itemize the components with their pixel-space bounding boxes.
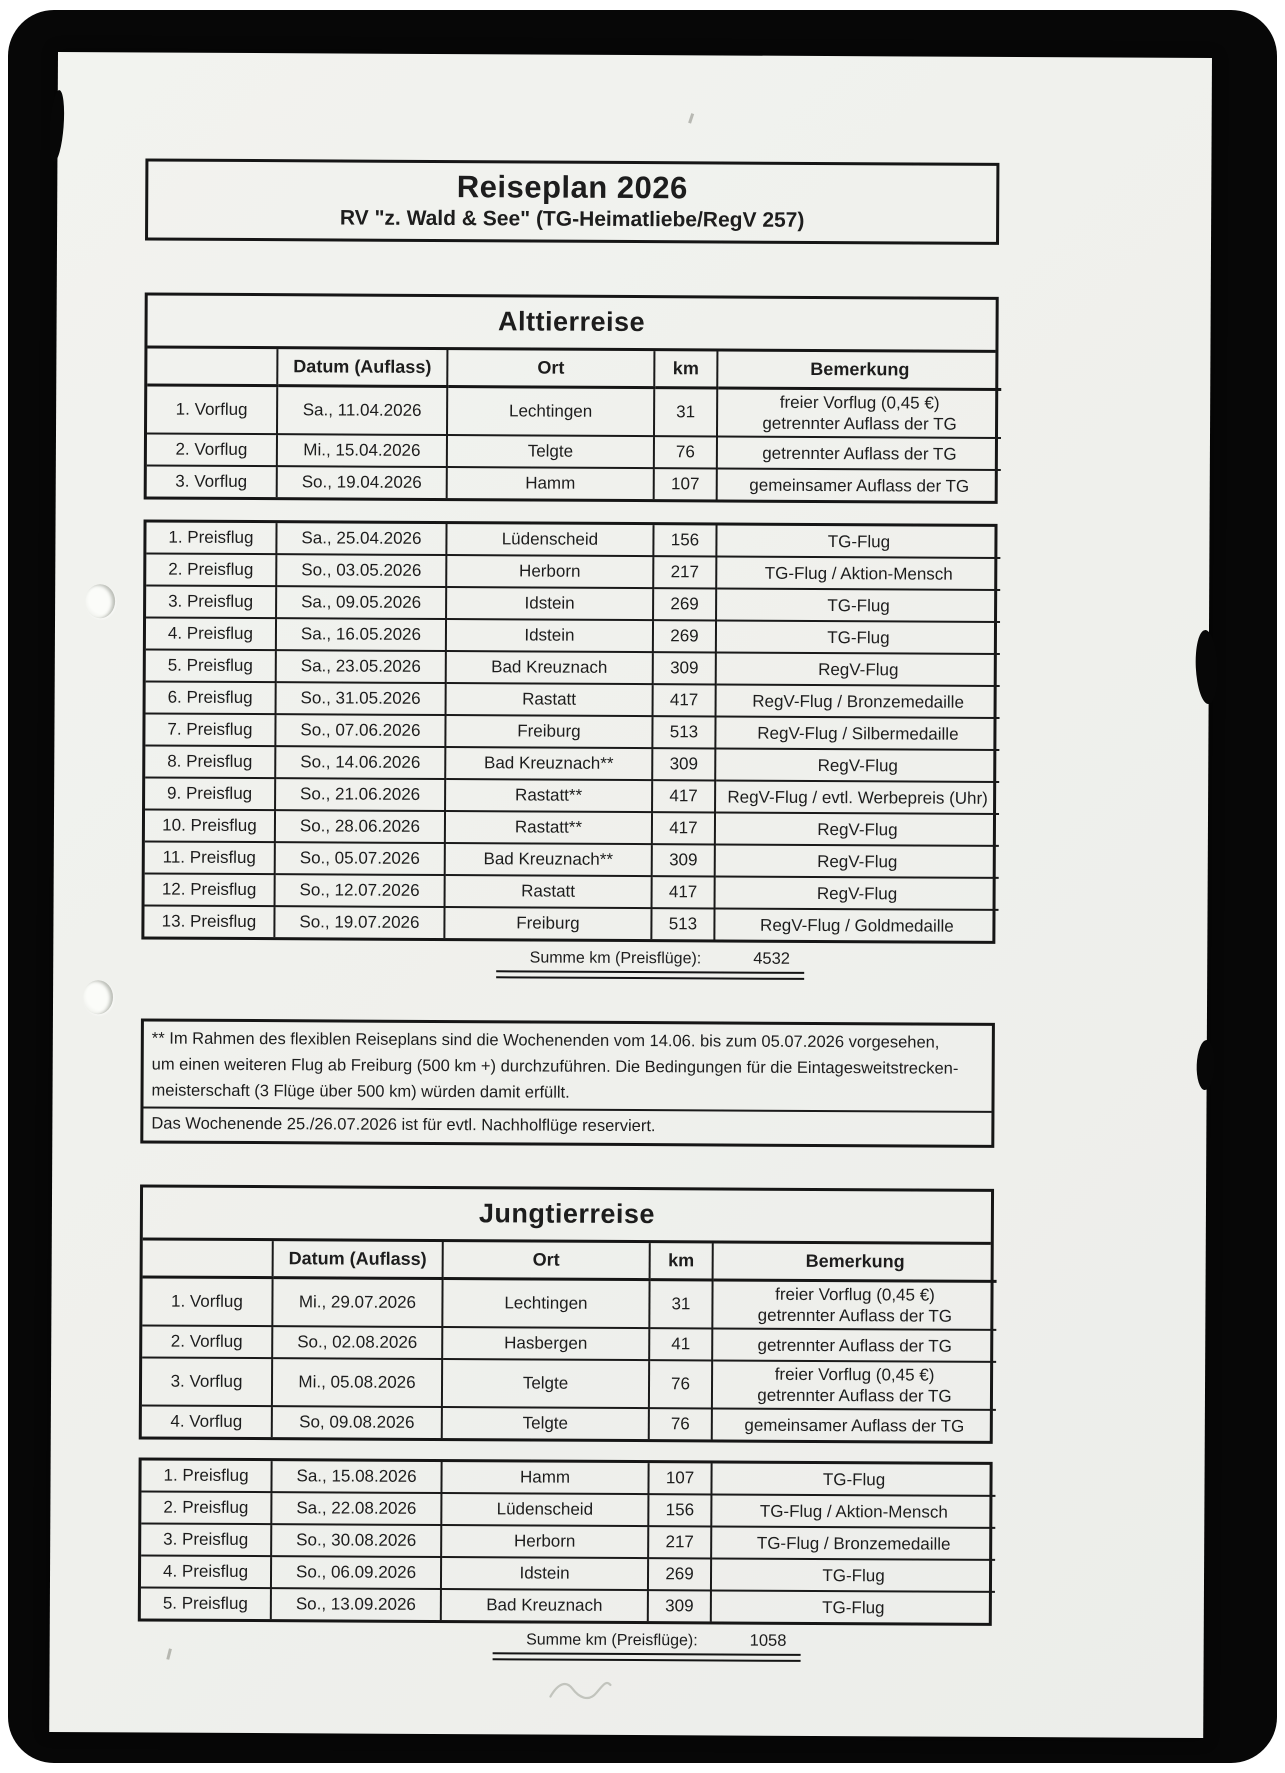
cell-ort: Hasbergen (442, 1327, 649, 1360)
hole-punch (85, 584, 115, 618)
jungtier-title: Jungtierreise (143, 1187, 991, 1244)
cell-bemerkung: TG-Flug / Bronzemedaille (711, 1526, 995, 1559)
cell-flight-label: 3. Preisflug (146, 585, 276, 618)
cell-datum: Mi., 05.08.2026 (272, 1358, 442, 1407)
cell-datum: So., 19.04.2026 (277, 466, 447, 498)
cell-ort: Lüdenscheid (446, 524, 653, 556)
cell-ort: Idstein (446, 587, 653, 620)
col-header-empty (143, 1240, 273, 1277)
cell-flight-label: 3. Preisflug (141, 1523, 271, 1556)
cell-ort: Telgte (442, 1359, 649, 1408)
cell-ort: Lechtingen (447, 387, 654, 437)
cell-ort: Hamm (441, 1462, 648, 1494)
cell-bemerkung: RegV-Flug (715, 812, 999, 845)
cell-flight-label: 4. Preisflug (141, 1555, 271, 1588)
cell-bemerkung: TG-Flug (716, 588, 1000, 621)
note-line: ** Im Rahmen des flexiblen Reiseplans sind die Wochenenden vom 14.06. bis zum 05.07.2026 vorgesehen, (151, 1029, 940, 1052)
cell-ort: Rastatt** (445, 779, 652, 812)
table-row (145, 873, 999, 909)
table-row (141, 1555, 995, 1591)
alttier-preisflug-box (141, 519, 997, 943)
jungtier-preisflug-box (138, 1457, 993, 1625)
cell-km: 417 (652, 780, 715, 812)
cell-flight-label: 5. Preisflug (141, 1587, 271, 1619)
column-header-row (147, 348, 1001, 389)
cell-flight-label: 11. Preisflug (145, 841, 275, 874)
cell-bemerkung: RegV-Flug (716, 652, 1000, 685)
cell-km: 217 (648, 1526, 711, 1558)
cell-bemerkung: RegV-Flug / Bronzemedaille (716, 684, 1000, 717)
cell-bemerkung: RegV-Flug (715, 844, 999, 877)
cell-datum: So., 05.07.2026 (275, 842, 445, 875)
col-header-km: km (650, 1243, 713, 1280)
table-row (147, 433, 1001, 469)
note-main (143, 1021, 991, 1112)
table-row (142, 1277, 996, 1330)
col-header-ort: Ort (447, 350, 654, 388)
cell-km: 41 (649, 1328, 712, 1360)
col-header-empty (147, 348, 277, 385)
cell-ort: Telgte (447, 435, 654, 468)
cell-km: 513 (652, 716, 715, 748)
scan-artifact (688, 113, 694, 123)
cell-km: 269 (653, 588, 716, 620)
cell-ort: Lechtingen (442, 1279, 649, 1329)
cell-km: 76 (654, 436, 717, 468)
col-header-datum: Datum (Auflass) (277, 349, 447, 386)
cell-flight-label: 7. Preisflug (145, 713, 275, 746)
cell-ort: Bad Kreuznach** (445, 843, 652, 876)
table-row (145, 777, 999, 813)
table-row (145, 745, 999, 781)
cell-ort: Hamm (447, 467, 654, 499)
cell-flight-label: 9. Preisflug (145, 777, 275, 810)
cell-flight-label: 3. Vorflug (142, 1357, 272, 1406)
cell-flight-label: 4. Vorflug (142, 1405, 272, 1437)
cell-datum: Sa., 16.05.2026 (276, 618, 446, 651)
note-line: um einen weiteren Flug ab Freiburg (500 km +) durchzuführen. Die Bedingungen für die Eintagesweitstrecken- (151, 1055, 959, 1078)
table-row (147, 385, 1001, 438)
cell-ort: Rastatt** (445, 811, 652, 844)
double-underline (493, 1652, 801, 1662)
col-header-ort: Ort (443, 1242, 650, 1280)
cell-km: 269 (653, 620, 716, 652)
cell-datum: So., 07.06.2026 (275, 714, 445, 747)
alttier-title: Alttierreise (147, 295, 995, 352)
cell-datum: So., 03.05.2026 (276, 554, 446, 587)
cell-bemerkung: getrennter Auflass der TG (717, 436, 1001, 469)
table-row (142, 1325, 996, 1361)
cell-datum: So., 14.06.2026 (275, 746, 445, 779)
note-line: meisterschaft (3 Flüge über 500 km) würden damit erfüllt. (151, 1081, 570, 1102)
cell-km: 107 (654, 468, 717, 499)
cell-km: 417 (652, 812, 715, 844)
cell-datum: So., 12.07.2026 (275, 874, 445, 907)
cell-flight-label: 2. Preisflug (146, 553, 276, 586)
cell-ort: Rastatt (445, 875, 652, 908)
table-row (146, 553, 1000, 589)
col-header-bemerkung: Bemerkung (713, 1243, 997, 1281)
col-header-km: km (654, 351, 717, 388)
cell-datum: Sa., 22.08.2026 (271, 1492, 441, 1525)
summe-label: Summe km (Preisflüge): (526, 1631, 698, 1650)
cell-bemerkung: RegV-Flug / Silbermedaille (715, 716, 999, 749)
alttier-summe-value: 4532 (753, 949, 791, 968)
table-row (145, 713, 999, 749)
cell-datum: So., 13.09.2026 (271, 1588, 441, 1620)
cell-ort: Freiburg (445, 715, 652, 748)
cell-bemerkung: TG-Flug / Aktion-Mensch (711, 1494, 995, 1527)
cell-datum: Sa., 09.05.2026 (276, 586, 446, 619)
cell-km: 417 (652, 876, 715, 908)
cell-km: 309 (648, 1590, 711, 1621)
cell-bemerkung: RegV-Flug / evtl. Werbepreis (Uhr) (715, 780, 999, 813)
note-box (140, 1018, 995, 1147)
cell-flight-label: 2. Vorflug (142, 1325, 272, 1358)
cell-datum: So., 02.08.2026 (272, 1326, 442, 1359)
page-content (138, 158, 1000, 1662)
cell-flight-label: 1. Vorflug (147, 385, 277, 434)
cell-flight-label: 12. Preisflug (145, 873, 275, 906)
cell-ort: Idstein (446, 619, 653, 652)
table-row (146, 649, 1000, 685)
cell-datum: Sa., 15.08.2026 (271, 1461, 441, 1493)
cell-km: 309 (653, 652, 716, 684)
table-row (146, 681, 1000, 717)
cell-flight-label: 2. Preisflug (141, 1491, 271, 1524)
title-box (145, 158, 999, 244)
table-row (141, 1491, 995, 1527)
cell-km: 76 (649, 1360, 712, 1408)
cell-bemerkung: TG-Flug (716, 525, 1000, 557)
alttier-vorflug-table (147, 348, 1002, 500)
table-row (144, 905, 998, 940)
cell-datum: Sa., 23.05.2026 (276, 650, 446, 683)
cell-km: 309 (652, 844, 715, 876)
pencil-squiggle (544, 1673, 614, 1707)
cell-km: 156 (653, 525, 716, 556)
jungtier-section (139, 1184, 994, 1443)
cell-flight-label: 2. Vorflug (147, 433, 277, 466)
cell-bemerkung: gemeinsamer Auflass der TG (717, 468, 1001, 500)
cell-datum: So., 21.06.2026 (275, 778, 445, 811)
cell-ort: Herborn (446, 555, 653, 588)
cell-datum: So, 09.08.2026 (272, 1406, 442, 1438)
cell-ort: Telgte (442, 1407, 649, 1439)
cell-flight-label: 6. Preisflug (146, 681, 276, 714)
cell-flight-label: 4. Preisflug (146, 617, 276, 650)
cell-km: 513 (651, 908, 714, 939)
table-row (147, 465, 1001, 500)
col-header-datum: Datum (Auflass) (273, 1241, 443, 1278)
cell-datum: Sa., 25.04.2026 (276, 523, 446, 555)
jungtier-preisflug-table (141, 1460, 996, 1622)
cell-km: 217 (653, 556, 716, 588)
table-row (145, 809, 999, 845)
cell-datum: Mi., 15.04.2026 (277, 434, 447, 467)
cell-bemerkung: TG-Flug (711, 1590, 995, 1622)
cell-km: 76 (649, 1408, 712, 1439)
cell-ort: Bad Kreuznach** (445, 747, 652, 780)
cell-km: 31 (649, 1280, 712, 1329)
cell-bemerkung: TG-Flug / Aktion-Mensch (716, 556, 1000, 589)
cell-bemerkung: freier Vorflug (0,45 €) getrennter Auflass der TG (712, 1280, 996, 1330)
cell-flight-label: 1. Preisflug (146, 522, 276, 554)
alttier-preisflug-table (144, 522, 1000, 940)
cell-flight-label: 10. Preisflug (145, 809, 275, 842)
cell-datum: Mi., 29.07.2026 (272, 1278, 442, 1327)
cell-bemerkung: TG-Flug (716, 620, 1000, 653)
cell-ort: Freiburg (444, 907, 651, 939)
table-row (146, 585, 1000, 621)
jungtier-summe-value: 1058 (749, 1631, 787, 1650)
cell-datum: So., 31.05.2026 (276, 682, 446, 715)
cell-bemerkung: gemeinsamer Auflass der TG (712, 1408, 996, 1440)
cell-flight-label: 8. Preisflug (145, 745, 275, 778)
table-row (142, 1357, 996, 1409)
cell-datum: So., 28.06.2026 (275, 810, 445, 843)
cell-km: 156 (648, 1494, 711, 1526)
cell-ort: Bad Kreuznach (446, 651, 653, 684)
table-row (145, 841, 999, 877)
cell-bemerkung: RegV-Flug (715, 748, 999, 781)
cell-flight-label: 3. Vorflug (147, 465, 277, 497)
cell-km: 417 (653, 684, 716, 716)
cell-km: 107 (648, 1463, 711, 1494)
jungtier-summe-row (138, 1628, 992, 1651)
col-header-bemerkung: Bemerkung (717, 351, 1001, 389)
cell-km: 269 (648, 1558, 711, 1590)
table-row (141, 1523, 995, 1559)
alttier-section (144, 292, 999, 503)
cell-ort: Herborn (441, 1525, 648, 1558)
cell-bemerkung: TG-Flug (711, 1463, 995, 1495)
alttier-summe-row (141, 946, 995, 969)
cell-datum: So., 30.08.2026 (271, 1524, 441, 1557)
cell-flight-label: 13. Preisflug (144, 905, 274, 937)
cell-datum: So., 06.09.2026 (271, 1556, 441, 1589)
page-subtitle: RV "z. Wald & See" (TG-Heimatliebe/RegV 257) (339, 206, 805, 232)
cell-km: 309 (652, 748, 715, 780)
cell-km: 31 (654, 388, 717, 437)
scanned-page (49, 52, 1212, 1738)
jungtier-vorflug-table (142, 1240, 997, 1440)
cell-bemerkung: RegV-Flug / Goldmedaille (714, 908, 998, 940)
cell-ort: Bad Kreuznach (441, 1589, 648, 1621)
table-row (146, 617, 1000, 653)
summe-label: Summe km (Preisflüge): (529, 949, 702, 968)
cell-flight-label: 5. Preisflug (146, 649, 276, 682)
cell-bemerkung: RegV-Flug (715, 876, 999, 909)
cell-ort: Rastatt (446, 683, 653, 716)
cell-bemerkung: TG-Flug (711, 1558, 995, 1591)
table-row (142, 1405, 996, 1440)
cell-ort: Idstein (441, 1557, 648, 1590)
cell-ort: Lüdenscheid (441, 1493, 648, 1526)
double-underline (496, 970, 804, 980)
page-title: Reiseplan 2026 (456, 169, 688, 206)
cell-bemerkung: freier Vorflug (0,45 €) getrennter Auflass der TG (712, 1360, 996, 1409)
cell-flight-label: 1. Preisflug (141, 1460, 271, 1492)
table-row (141, 1460, 995, 1495)
note-reserve-line: Das Wochenende 25./26.07.2026 ist für evtl. Nachholflüge reserviert. (151, 1114, 656, 1136)
cell-bemerkung: getrennter Auflass der TG (712, 1328, 996, 1361)
column-header-row (143, 1240, 997, 1281)
cell-datum: So., 19.07.2026 (274, 906, 444, 938)
cell-flight-label: 1. Vorflug (142, 1277, 272, 1326)
table-row (146, 522, 1000, 557)
cell-datum: Sa., 11.04.2026 (277, 386, 447, 435)
table-row (141, 1587, 995, 1622)
hole-punch (83, 980, 113, 1014)
cell-bemerkung: freier Vorflug (0,45 €) getrennter Auflass der TG (717, 388, 1001, 438)
